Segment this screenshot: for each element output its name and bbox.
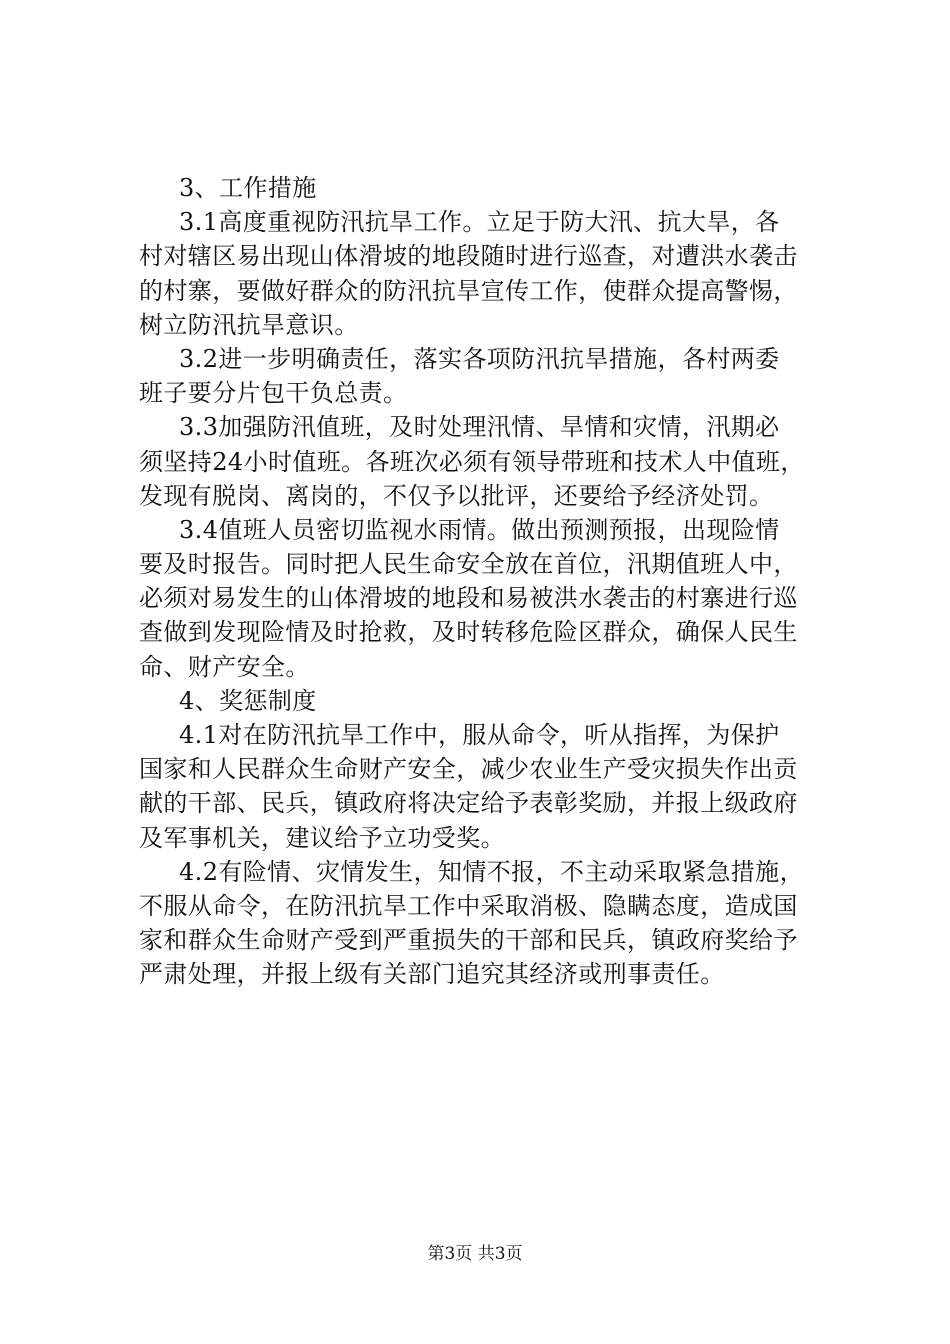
text-line: 村对辖区易出现山体滑坡的地段随时进行巡查，对遭洪水袭击: [139, 242, 798, 271]
text-line: 命、财产安全。: [139, 652, 310, 681]
text-line: 4.1对在防汛抗旱工作中，服从命令，听从指挥，为保护: [179, 721, 780, 749]
text-line: 3.2进一步明确责任，落实各项防汛抗旱措施，各村两委: [179, 344, 780, 373]
text-line: 4.2有险情、灾情发生，知情不报，不主动采取紧急措施，: [179, 857, 804, 886]
text-line: 的村寨，要做好群众的防汛抗旱宣传工作，使群众提高警惕，: [139, 276, 798, 305]
text-line: 3.4值班人员密切监视水雨情。做出预测预报，出现险情: [179, 515, 780, 544]
text-line: 发现有脱岗、离岗的，不仅予以批评，还要给予经济处罚。: [139, 481, 774, 510]
text-line: 4、奖惩制度: [179, 686, 317, 715]
text-line: 查做到发现险情及时抢救，及时转移危险区群众，确保人民生: [139, 618, 798, 647]
text-line: 树立防汛抗旱意识。: [139, 310, 359, 339]
text-line: 要及时报告。同时把人民生命安全放在首位，汛期值班人中，: [139, 550, 798, 579]
document-body: [139, 171, 839, 992]
text-line: 及军事机关，建议给予立功受奖。: [139, 823, 505, 852]
text-line: 必须对易发生的山体滑坡的地段和易被洪水袭击的村寨进行巡: [139, 584, 798, 613]
text-line: 严肃处理，并报上级有关部门追究其经济或刑事责任。: [139, 960, 725, 989]
text-line: 班子要分片包干负总责。: [139, 379, 408, 408]
text-line: 3.3加强防汛值班，及时处理汛情、旱情和灾情，汛期必: [179, 413, 780, 442]
page-footer: 第3页 共3页: [427, 1244, 523, 1264]
text-line: 家和群众生命财产受到严重损失的干部和民兵，镇政府奖给予: [139, 926, 798, 955]
text-line: 献的干部、民兵，镇政府将决定给予表彰奖励，并报上级政府: [139, 789, 798, 818]
text-line: 不服从命令，在防汛抗旱工作中采取消极、隐瞒态度，造成国: [139, 891, 798, 920]
text-line: 须坚持24小时值班。各班次必须有领导带班和技术人中值班，: [139, 447, 805, 476]
text-line: 3、工作措施: [179, 174, 317, 202]
text-line: 3.1高度重视防汛抗旱工作。立足于防大汛、抗大旱，各: [179, 208, 780, 237]
text-line: 国家和人民群众生命财产安全，减少农业生产受灾损失作出贡: [139, 755, 798, 784]
